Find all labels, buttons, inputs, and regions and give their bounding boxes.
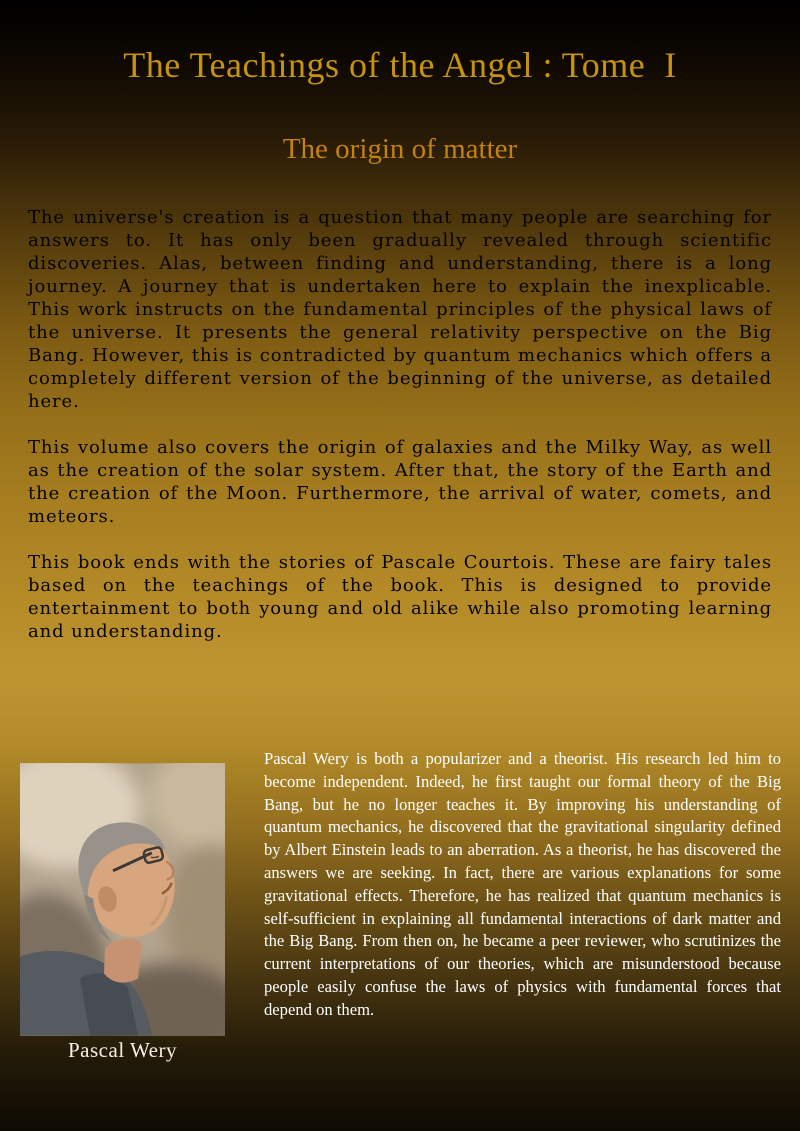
synopsis-block xyxy=(28,206,772,666)
book-subtitle: The origin of matter xyxy=(282,133,518,165)
synopsis-paragraph-3: This book ends with the stories of Pascale Courtois. These are fairy tales based on the teachings of the book. This is designed to provide entertainment to both young and old alike while also promoting learning and understanding. xyxy=(28,552,772,642)
synopsis-paragraph-2: This volume also covers the origin of galaxies and the Milky Way, as well as the creation of the solar system. After that, the story of the Earth and the creation of the Moon. Furthermore, the arrival of water, comets, and meteors. xyxy=(28,437,772,527)
author-name-caption: Pascal Wery xyxy=(68,1038,177,1062)
author-bio: Pascal Wery is both a popularizer and a theorist. His research led him to become independent. Indeed, he first taught our formal theory of the Big Bang, but he no longer teaches it. By improving his understanding of quantum mechanics, he discovered that the gravitational singularity defined by Albert Einstein leads to an aberration. As a theorist, he has discovered the answers we are seeking. In fact, there are various explanations for some gravitational effects. Therefore, he has realized that quantum mechanics is self-sufficient in explaining all fundamental interactions of dark matter and the Big Bang. From then on, he became a peer reviewer, who scrutinizes the current interpretations of our theories, which are misunderstood because people easily confuse the laws of physics with fundamental forces that depend on them. xyxy=(264,749,781,1019)
book-title: The Teachings of the Angel : Tome I xyxy=(123,45,677,85)
synopsis-paragraph-1: The universe's creation is a question that many people are searching for answers to. It has only been gradually revealed through scientific discoveries. Alas, between finding and understanding, there is a long journey. A journey that is undertaken here to explain the inexplicable. This work instructs on the fundamental principles of the physical laws of the universe. It presents the general relativity perspective on the Big Bang. However, this is contradicted by quantum mechanics which offers a completely different version of the beginning of the universe, as detailed here. xyxy=(28,207,772,412)
author-photo xyxy=(20,763,225,1036)
